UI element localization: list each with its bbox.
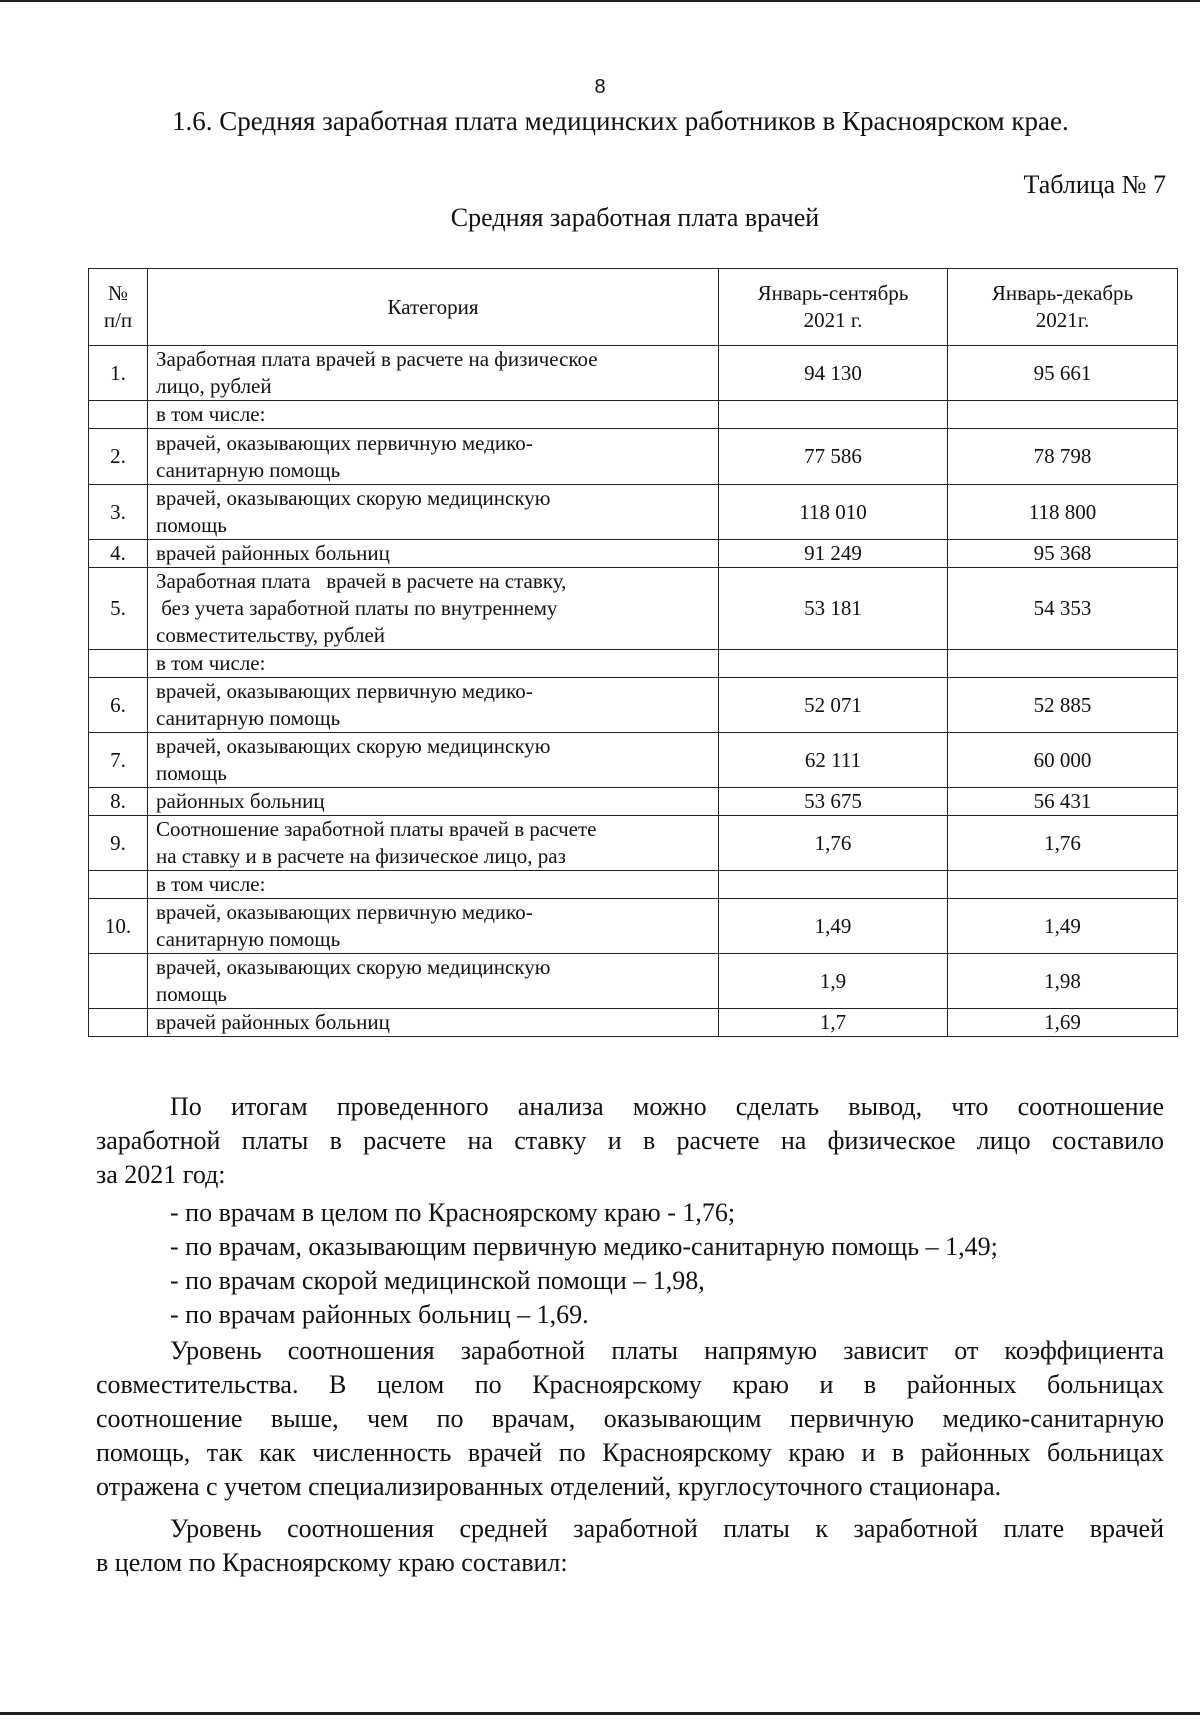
row-category [148,540,719,568]
table-title: Средняя заработная плата врачей [450,203,820,232]
value-jan-dec: 54 353 [948,568,1178,650]
row-number: 9. [89,816,148,871]
salary-table [88,268,1178,1037]
value-jan-sep: 118 010 [719,485,948,540]
category-line: Заработная плата врачей в расчете на физическое [156,347,598,371]
paragraph-3-line-1: Уровень соотношения средней заработной платы к заработной плате врачей [170,1514,1164,1543]
paragraph-1-line-2: заработной платы в расчете на ставку и в расчете на физическое лицо составило [96,1126,1164,1155]
value-jan-sep: 94 130 [719,346,948,401]
value-jan-dec: 95 368 [948,540,1178,568]
row-category [148,678,719,733]
header-num [89,269,148,346]
category-line: помощь [156,982,227,1006]
category-line: врачей, оказывающих первичную медико- [156,430,533,455]
header-jan-dec-line1: Январь-декабрь [991,281,1134,305]
row-number: 3. [89,485,148,540]
value-jan-dec: 1,49 [948,899,1178,954]
paragraph-3-line-2: в целом по Красноярскому краю составил: [96,1548,568,1577]
value-jan-dec: 78 798 [948,429,1178,485]
table-row [89,429,1178,485]
header-jan-dec-line2: 2021г. [1035,308,1090,332]
paragraph-2-line-2: совместительства. В целом по Красноярскому краю и в районных больницах [96,1370,1164,1399]
paragraph-2-line-5: отражена с учетом специализированных отделений, круглосуточного стационара. [96,1472,1002,1501]
value-jan-dec: 1,76 [948,816,1178,871]
value-jan-dec: 56 431 [948,788,1178,816]
value-jan-sep: 1,7 [719,1009,948,1037]
table-body [89,346,1178,1037]
row-category [148,816,719,871]
paragraph-2-line-4: помощь, так как численность врачей по Красноярскому краю и в районных больницах [96,1438,1164,1467]
row-category [148,788,719,816]
value-jan-dec [948,650,1178,678]
value-jan-dec: 1,69 [948,1009,1178,1037]
table-row [89,401,1178,429]
row-number: 5. [89,568,148,650]
row-category [148,899,719,954]
value-jan-sep: 1,49 [719,899,948,954]
table-row [89,346,1178,401]
category-line: врачей, оказывающих первичную медико- [156,679,533,703]
table-row [89,568,1178,650]
table-row [89,540,1178,568]
bullet-1: - по врачам в целом по Красноярскому краю - 1,76; [170,1198,736,1227]
category-line: врачей, оказывающих скорую медицинскую [156,955,551,979]
header-num-line1: № [107,281,129,305]
category-line: в том числе: [156,872,266,896]
category-line: санитарную помощь [156,927,341,951]
value-jan-sep: 52 071 [719,678,948,733]
value-jan-dec [948,401,1178,429]
bottom-border [0,1712,1200,1715]
paragraph-2-line-3: соотношение выше, чем по врачам, оказывающим первичную медико-санитарную [96,1404,1164,1433]
table-header-row [89,269,1178,346]
table-row [89,733,1178,788]
value-jan-sep [719,871,948,899]
row-number [89,871,148,899]
row-number [89,650,148,678]
value-jan-sep: 1,76 [719,816,948,871]
header-jan-dec [948,269,1178,346]
table-row [89,485,1178,540]
row-category [148,650,719,678]
section-title: 1.6. Средняя заработная плата медицинских работников в Красноярском крае. [172,106,1069,136]
header-category: Категория [148,269,719,346]
category-line: санитарную помощь [156,706,341,730]
value-jan-sep: 53 675 [719,788,948,816]
row-category [148,429,719,485]
value-jan-dec [948,871,1178,899]
value-jan-dec: 60 000 [948,733,1178,788]
category-line: районных больниц [156,789,325,813]
header-jan-sep-line2: 2021 г. [803,308,863,332]
value-jan-sep: 91 249 [719,540,948,568]
row-number: 8. [89,788,148,816]
paragraph-1-line-3: за 2021 год: [96,1160,226,1189]
category-line: лицо, рублей [156,374,272,398]
table-row [89,788,1178,816]
value-jan-sep: 1,9 [719,954,948,1009]
row-number: 7. [89,733,148,788]
row-category [148,871,719,899]
bullet-3: - по врачам скорой медицинской помощи – 1,98, [170,1266,705,1295]
value-jan-dec: 118 800 [948,485,1178,540]
row-number: 1. [89,346,148,401]
row-category [148,485,719,540]
value-jan-sep: 77 586 [719,429,948,485]
category-line: врачей, оказывающих скорую медицинскую [156,486,551,510]
category-line: в том числе: [156,651,266,675]
row-number [89,401,148,429]
page-number: 8 [594,76,606,98]
row-number: 2. [89,429,148,485]
row-number: 10. [89,899,148,954]
value-jan-dec: 1,98 [948,954,1178,1009]
value-jan-dec: 52 885 [948,678,1178,733]
category-line: на ставку и в расчете на физическое лицо, раз [156,844,566,868]
row-category [148,1009,719,1037]
row-category [148,401,719,429]
row-number: 6. [89,678,148,733]
row-number [89,954,148,1009]
table-row [89,650,1178,678]
table-row [89,816,1178,871]
row-category [148,733,719,788]
table-label: Таблица № 7 [1023,170,1166,199]
category-line: помощь [156,513,227,537]
value-jan-dec: 95 661 [948,346,1178,401]
category-line: санитарную помощь [156,457,341,482]
category-line: помощь [156,761,227,785]
row-category [148,568,719,650]
paragraph-2-line-1: Уровень соотношения заработной платы напрямую зависит от коэффициента [170,1336,1164,1365]
category-line: врачей, оказывающих первичную медико- [156,900,533,924]
table-row [89,899,1178,954]
top-border [0,0,1200,2]
category-line: совместительству, рублей [156,623,386,647]
table-row [89,678,1178,733]
table-row [89,871,1178,899]
row-category [148,954,719,1009]
header-jan-sep [719,269,948,346]
row-number: 4. [89,540,148,568]
category-line: врачей районных больниц [156,1010,390,1034]
category-line: Заработная плата врачей в расчете на ставку, [156,569,567,593]
row-number [89,1009,148,1037]
category-line: врачей, оказывающих скорую медицинскую [156,734,551,758]
bullet-2: - по врачам, оказывающим первичную медико-санитарную помощь – 1,49; [170,1232,998,1261]
table-row [89,1009,1178,1037]
paragraph-1-line-1: По итогам проведенного анализа можно сделать вывод, что соотношение [170,1092,1164,1121]
value-jan-sep [719,650,948,678]
value-jan-sep [719,401,948,429]
value-jan-sep: 62 111 [719,733,948,788]
category-line: в том числе: [156,402,266,426]
table-row [89,954,1178,1009]
row-category [148,346,719,401]
category-line: без учета заработной платы по внутреннему [156,596,558,620]
bullet-4: - по врачам районных больниц – 1,69. [170,1300,589,1329]
value-jan-sep: 53 181 [719,568,948,650]
category-line: Соотношение заработной платы врачей в расчете [156,817,597,841]
header-num-line2: п/п [103,308,133,332]
header-jan-sep-line1: Январь-сентябрь [757,281,909,305]
category-line: врачей районных больниц [156,541,390,565]
